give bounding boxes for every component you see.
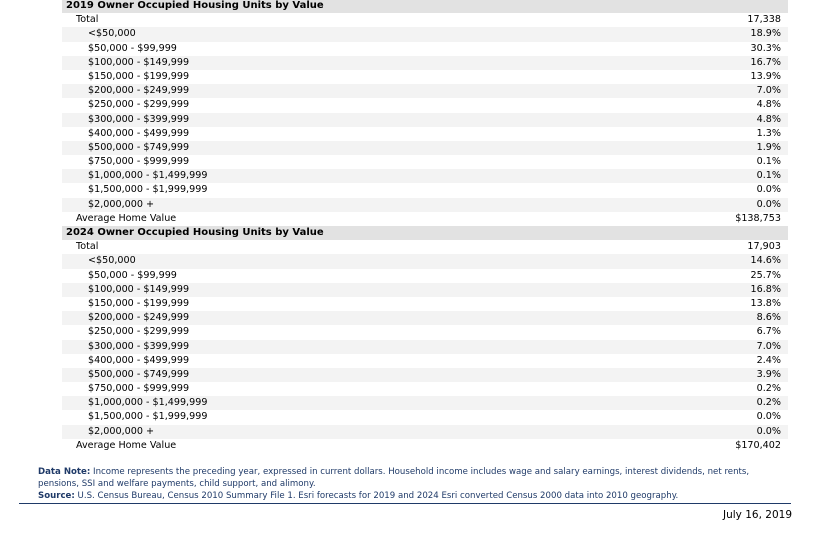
row-value: 1.9% <box>756 141 781 153</box>
table-row <box>62 113 788 127</box>
table-row <box>62 410 788 424</box>
row-label: $200,000 - $249,999 <box>88 85 190 97</box>
row-value: 3.9% <box>756 368 781 380</box>
row-label: $1,500,000 - $1,999,999 <box>88 411 208 423</box>
data-note <box>38 466 778 502</box>
table-row <box>62 396 788 410</box>
row-label: $300,000 - $399,999 <box>88 113 190 125</box>
table-row <box>62 127 788 141</box>
row-label: $300,000 - $399,999 <box>88 340 190 352</box>
row-value: 17,903 <box>747 241 781 253</box>
row-value: 13.9% <box>750 70 781 82</box>
source-text: U.S. Census Bureau, Census 2010 Summary File 1. Esri forecasts for 2019 and 2024 Esri converted Census 2000 data into 2010 geography. <box>77 491 679 501</box>
table-row <box>62 269 788 283</box>
table-row <box>62 198 788 212</box>
row-value: 30.3% <box>750 42 781 54</box>
section-title: 2024 Owner Occupied Housing Units by Value <box>66 227 324 238</box>
table-row <box>62 155 788 169</box>
row-label: $500,000 - $749,999 <box>88 141 190 153</box>
footer-divider <box>19 503 791 504</box>
row-value: 0.1% <box>756 156 781 168</box>
row-label: $400,000 - $499,999 <box>88 354 190 366</box>
row-label: Total <box>76 241 99 253</box>
section-header-2024 <box>62 226 788 240</box>
row-value: 14.6% <box>750 255 781 267</box>
source-line <box>38 490 778 502</box>
row-label: Average Home Value <box>76 212 177 224</box>
row-value: 0.0% <box>756 425 781 437</box>
row-value: $138,753 <box>735 212 781 224</box>
row-label: $200,000 - $249,999 <box>88 312 190 324</box>
row-value: 0.1% <box>756 170 781 182</box>
row-value: 18.9% <box>750 28 781 40</box>
table-row-average <box>62 212 788 226</box>
table-row <box>62 283 788 297</box>
row-value: 25.7% <box>750 269 781 281</box>
data-note-text: Income represents the preceding year, expressed in current dollars. Household income includes wage and salary earnings, interest dividends, net rents, pensions, SSI and welfare payments, child support, and alimony. <box>38 467 750 489</box>
data-note-line <box>38 466 778 490</box>
table-row <box>62 425 788 439</box>
row-label: $400,000 - $499,999 <box>88 127 190 139</box>
table-row <box>62 254 788 268</box>
row-label: $750,000 - $999,999 <box>88 383 190 395</box>
section-header-2019 <box>62 0 788 13</box>
source-label: Source: <box>38 491 75 501</box>
table-row <box>62 141 788 155</box>
row-value: 16.8% <box>750 283 781 295</box>
row-value: 8.6% <box>756 312 781 324</box>
table-row <box>62 98 788 112</box>
row-label: $50,000 - $99,999 <box>88 42 177 54</box>
row-label: $100,000 - $149,999 <box>88 56 190 68</box>
section-title: 2019 Owner Occupied Housing Units by Value <box>66 0 324 11</box>
row-label: $1,000,000 - $1,499,999 <box>88 170 208 182</box>
table-row <box>62 311 788 325</box>
row-value: 1.3% <box>756 127 781 139</box>
table-row <box>62 382 788 396</box>
data-note-label: Data Note: <box>38 467 91 477</box>
row-label: Average Home Value <box>76 439 177 451</box>
row-label: $2,000,000 + <box>88 425 155 437</box>
row-value: 4.8% <box>756 113 781 125</box>
table-row <box>62 70 788 84</box>
row-value: 7.0% <box>756 85 781 97</box>
row-value: 0.0% <box>756 411 781 423</box>
row-value: 13.8% <box>750 297 781 309</box>
table-row <box>62 340 788 354</box>
row-value: 0.0% <box>756 198 781 210</box>
row-label: $750,000 - $999,999 <box>88 156 190 168</box>
row-label: $150,000 - $199,999 <box>88 297 190 309</box>
table-row <box>62 84 788 98</box>
row-label: $250,000 - $299,999 <box>88 99 190 111</box>
row-label: $50,000 - $99,999 <box>88 269 177 281</box>
row-label: $250,000 - $299,999 <box>88 326 190 338</box>
row-label: <$50,000 <box>88 28 136 40</box>
row-value: 7.0% <box>756 340 781 352</box>
row-label: $100,000 - $149,999 <box>88 283 190 295</box>
report-date: July 16, 2019 <box>723 509 792 521</box>
table-row <box>62 169 788 183</box>
row-label: <$50,000 <box>88 255 136 267</box>
row-value: 17,338 <box>747 14 781 26</box>
row-value: 6.7% <box>756 326 781 338</box>
table-row <box>62 27 788 41</box>
row-label: $500,000 - $749,999 <box>88 368 190 380</box>
table-row <box>62 42 788 56</box>
row-label: $150,000 - $199,999 <box>88 70 190 82</box>
row-value: $170,402 <box>735 439 781 451</box>
table-row <box>62 368 788 382</box>
table-row <box>62 297 788 311</box>
table-row-total <box>62 240 788 254</box>
table-row-average <box>62 439 788 453</box>
table-row <box>62 354 788 368</box>
housing-value-table <box>62 0 788 453</box>
table-row-total <box>62 13 788 27</box>
row-label: $2,000,000 + <box>88 198 155 210</box>
row-label: $1,000,000 - $1,499,999 <box>88 397 208 409</box>
table-row <box>62 325 788 339</box>
row-label: Total <box>76 14 99 26</box>
row-value: 0.2% <box>756 383 781 395</box>
row-value: 2.4% <box>756 354 781 366</box>
row-value: 4.8% <box>756 99 781 111</box>
row-value: 16.7% <box>750 56 781 68</box>
table-row <box>62 56 788 70</box>
row-value: 0.2% <box>756 397 781 409</box>
table-row <box>62 183 788 197</box>
row-label: $1,500,000 - $1,999,999 <box>88 184 208 196</box>
row-value: 0.0% <box>756 184 781 196</box>
